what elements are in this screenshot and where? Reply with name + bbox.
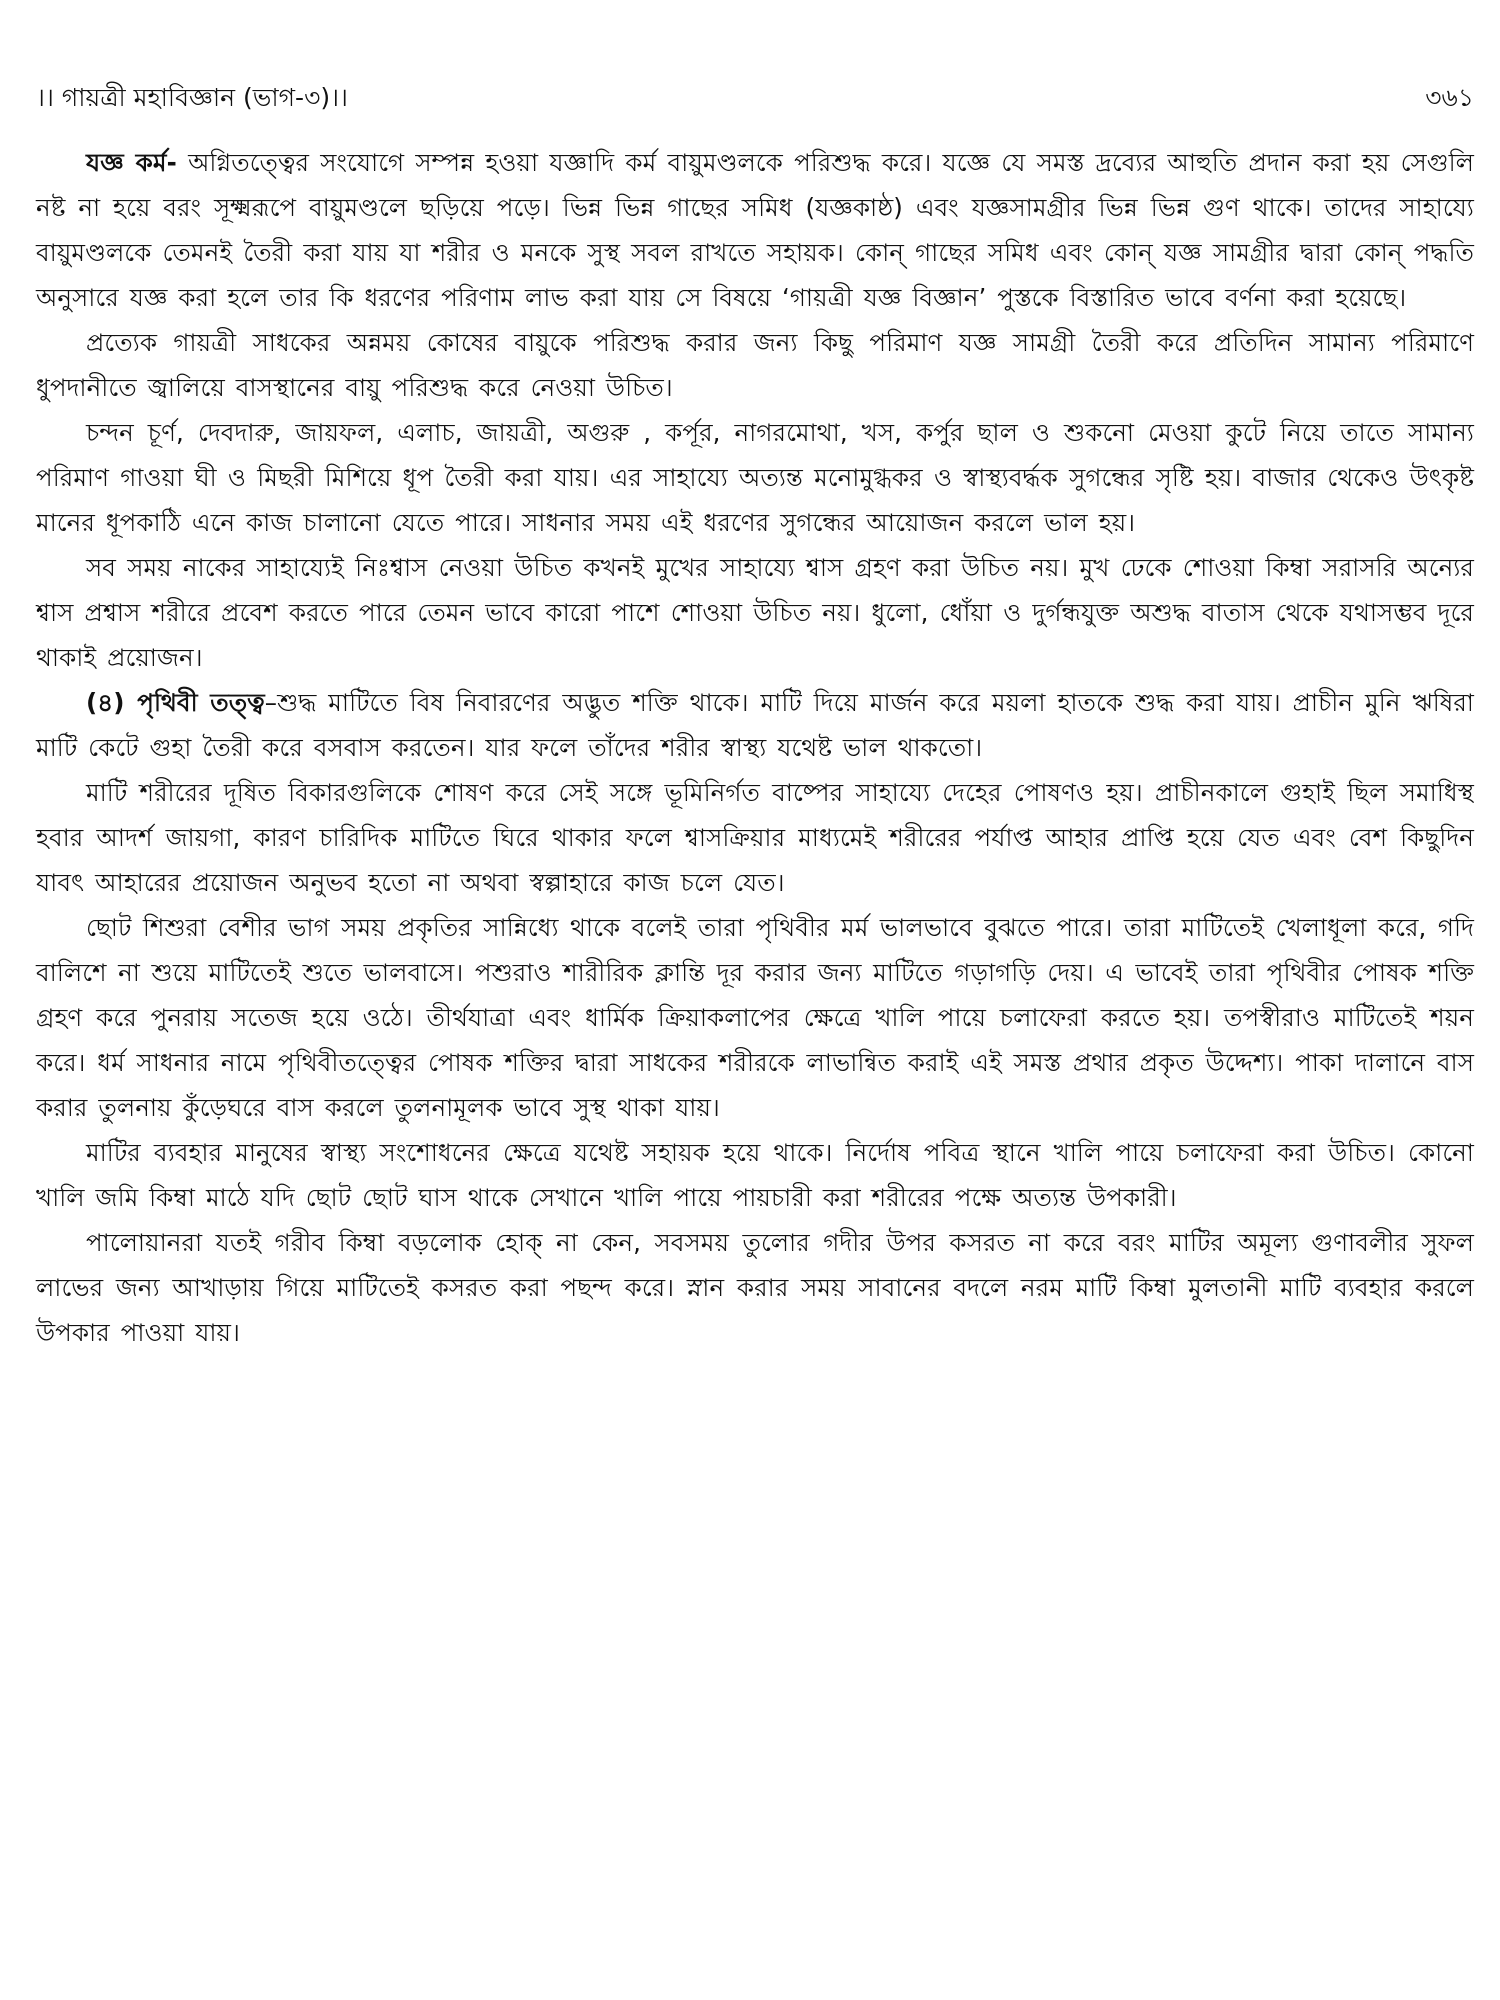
paragraph-text: ছোট শিশুরা বেশীর ভাগ সময় প্রকৃতির সান্নিধ্যে থাকে বলেই তারা পৃথিবীর মর্ম ভালভাবে বুঝতে পারে। তারা মাটিতেই খেলাধূলা করে, গদি বালিশে না শুয়ে মাটিতেই শুতে ভালবাসে। পশুরাও শারীরিক ক্লান্তি দূর করার জন্য মাটিতে গড়াগড়ি দেয়। এ ভাবেই তারা পৃথিবীর পোষক শক্তি গ্রহণ করে পুনরায় সতেজ হয়ে ওঠে। তীর্থযাত্রা এবং ধার্মিক ক্রিয়াকলাপের ক্ষেত্রে খালি পায়ে চলাফেরা করতে হয়। তপস্বীরাও মাটিতেই শয়ন করে। ধর্ম সাধনার নামে পৃথিবীতত্ত্বের পোষক শক্তির দ্বারা সাধকের শরীরকে লাভান্বিত করাই এই সমস্ত প্রথার প্রকৃত উদ্দেশ্য। পাকা দালানে বাস করার তুলনায় কুঁড়েঘরে বাস করলে তুলনামূলক ভাবে সুস্থ থাকা যায়। xyxy=(36,913,1474,1122)
paragraph xyxy=(36,905,1474,1130)
paragraph-text: সব সময় নাকের সাহায্যেই নিঃশ্বাস নেওয়া উচিত কখনই মুখের সাহায্যে শ্বাস গ্রহণ করা উচিত নয়। মুখ ঢেকে শোওয়া কিম্বা সরাসরি অন্যের শ্বাস প্রশ্বাস শরীরে প্রবেশ করতে পারে তেমন ভাবে কারো পাশে শোওয়া উচিত নয়। ধুলো, ধোঁয়া ও দুর্গন্ধযুক্ত অশুদ্ধ বাতাস থেকে যথাসম্ভব দূরে থাকাই প্রয়োজন। xyxy=(36,553,1474,672)
page-header xyxy=(36,76,1474,120)
paragraph-text: অগ্নিতত্ত্বের সংযোগে সম্পন্ন হওয়া যজ্ঞাদি কর্ম বায়ুমণ্ডলকে পরিশুদ্ধ করে। যজ্ঞে যে সমস্ত দ্রব্যের আহুতি প্রদান করা হয় সেগুলি নষ্ট না হয়ে বরং সূক্ষ্মরূপে বায়ুমণ্ডলে ছড়িয়ে পড়ে। ভিন্ন ভিন্ন গাছের সমিধ (যজ্ঞকাষ্ঠ) এবং যজ্ঞসামগ্রীর ভিন্ন ভিন্ন গুণ থাকে। তাদের সাহায্যে বায়ুমণ্ডলকে তেমনই তৈরী করা যায় যা শরীর ও মনকে সুস্থ সবল রাখতে সহায়ক। কোন্ গাছের সমিধ এবং কোন্ যজ্ঞ সামগ্রীর দ্বারা কোন্ পদ্ধতি অনুসারে যজ্ঞ করা হলে তার কি ধরণের পরিণাম লাভ করা যায় সে বিষয়ে ‘গায়ত্রী যজ্ঞ বিজ্ঞান’ পুস্তকে বিস্তারিত ভাবে বর্ণনা করা হয়েছে। xyxy=(36,148,1475,312)
paragraph-text: প্রত্যেক গায়ত্রী সাধকের অন্নময় কোষের বায়ুকে পরিশুদ্ধ করার জন্য কিছু পরিমাণ যজ্ঞ সামগ্রী তৈরী করে প্রতিদিন সামান্য পরিমাণে ধুপদানীতে জ্বালিয়ে বাসস্থানের বায়ু পরিশুদ্ধ করে নেওয়া উচিত। xyxy=(36,328,1474,402)
section-heading-earth-element: (৪) পৃথিবী তত্ত্ব xyxy=(86,688,265,717)
paragraph-text: মাটির ব্যবহার মানুষের স্বাস্থ্য সংশোধনের ক্ষেত্রে যথেষ্ট সহায়ক হয়ে থাকে। নির্দোষ পবিত্র স্থানে খালি পায়ে চলাফেরা করা উচিত। কোনো খালি জমি কিম্বা মাঠে যদি ছোট ছোট ঘাস থাকে সেখানে খালি পায়ে পায়চারী করা শরীরের পক্ষে অত্যন্ত উপকারী। xyxy=(36,1138,1474,1212)
paragraph-text: চন্দন চূর্ণ, দেবদারু, জায়ফল, এলাচ, জায়ত্রী, অগুরু , কর্পূর, নাগরমোথা, খস, কর্পুর ছাল ও শুকনো মেওয়া কুটে নিয়ে তাতে সামান্য পরিমাণ গাওয়া ঘী ও মিছরী মিশিয়ে ধূপ তৈরী করা যায়। এর সাহায্যে অত্যন্ত মনোমুগ্ধকর ও স্বাস্থ্যবর্দ্ধক সুগন্ধের সৃষ্টি হয়। বাজার থেকেও উৎকৃষ্ট মানের ধূপকাঠি এনে কাজ চালানো যেতে পারে। সাধনার সময় এই ধরণের সুগন্ধের আয়োজন করলে ভাল হয়। xyxy=(36,418,1474,537)
paragraph xyxy=(36,545,1474,680)
paragraph xyxy=(36,140,1474,320)
paragraph-text: –শুদ্ধ মাটিতে বিষ নিবারণের অদ্ভুত শক্তি থাকে। মাটি দিয়ে মার্জন করে ময়লা হাতকে শুদ্ধ করা যায়। প্রাচীন মুনি ঋষিরা মাটি কেটে গুহা তৈরী করে বসবাস করতেন। যার ফলে তাঁদের শরীর স্বাস্থ্য যথেষ্ট ভাল থাকতো। xyxy=(36,688,1474,762)
page-number: ৩৬১ xyxy=(1425,83,1474,112)
paragraph-lead: যজ্ঞ কর্ম- xyxy=(86,148,177,177)
running-title: ।। গায়ত্রী মহাবিজ্ঞান (ভাগ-৩)।। xyxy=(36,83,348,112)
paragraph xyxy=(36,1130,1474,1220)
paragraph xyxy=(36,1220,1474,1355)
paragraph xyxy=(36,320,1474,410)
paragraph xyxy=(36,680,1474,770)
paragraph xyxy=(36,410,1474,545)
body-text xyxy=(36,140,1474,1355)
paragraph xyxy=(36,770,1474,905)
paragraph-text: পালোয়ানরা যতই গরীব কিম্বা বড়লোক হোক্ না কেন, সবসময় তুলোর গদীর উপর কসরত না করে বরং মাটির অমূল্য গুণাবলীর সুফল লাভের জন্য আখাড়ায় গিয়ে মাটিতেই কসরত করা পছন্দ করে। স্নান করার সময় সাবানের বদলে নরম মাটি কিম্বা মুলতানী মাটি ব্যবহার করলে উপকার পাওয়া যায়। xyxy=(36,1228,1474,1347)
paragraph-text: মাটি শরীরের দূষিত বিকারগুলিকে শোষণ করে সেই সঙ্গে ভূমিনির্গত বাষ্পের সাহায্যে দেহের পোষণও হয়। প্রাচীনকালে গুহাই ছিল সমাধিস্থ হবার আদর্শ জায়গা, কারণ চারিদিক মাটিতে ঘিরে থাকার ফলে শ্বাসক্রিয়ার মাধ্যমেই শরীরের পর্যাপ্ত আহার প্রাপ্তি হয়ে যেত এবং বেশ কিছুদিন যাবৎ আহারের প্রয়োজন অনুভব হতো না অথবা স্বল্পাহারে কাজ চলে যেত। xyxy=(36,778,1474,897)
